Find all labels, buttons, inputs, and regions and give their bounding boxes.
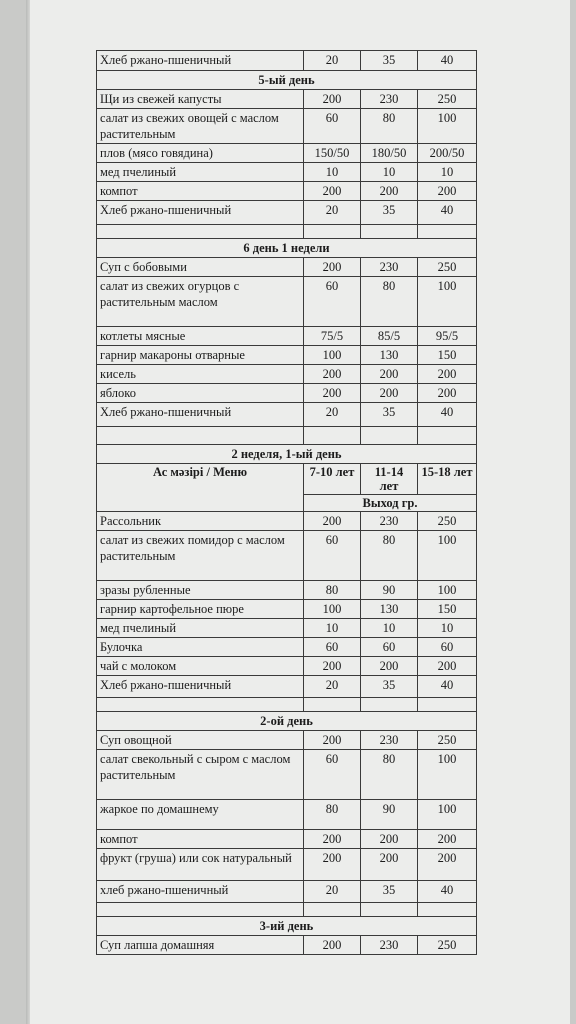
table-row	[97, 698, 477, 712]
portion-value: 20	[304, 403, 361, 427]
portion-value: 230	[361, 936, 418, 955]
dish-name: Хлеб ржано-пшеничный	[97, 676, 304, 698]
portion-value: 200	[361, 657, 418, 676]
dish-name: чай с молоком	[97, 657, 304, 676]
portion-value: 40	[418, 201, 477, 225]
portion-value: 200	[304, 384, 361, 403]
portion-value	[304, 698, 361, 712]
portion-value: 100	[304, 600, 361, 619]
portion-value	[418, 427, 477, 445]
portion-value: 85/5	[361, 327, 418, 346]
portion-value: 200	[361, 849, 418, 881]
portion-value: 95/5	[418, 327, 477, 346]
dish-name: Хлеб ржано-пшеничный	[97, 403, 304, 427]
portion-value: 200	[304, 936, 361, 955]
portion-value: 200	[418, 830, 477, 849]
portion-value: 230	[361, 258, 418, 277]
dish-name: кисель	[97, 365, 304, 384]
dish-name: Щи из свежей капусты	[97, 90, 304, 109]
table-row	[97, 531, 477, 581]
portion-value: 250	[418, 936, 477, 955]
portion-value: 60	[304, 109, 361, 144]
dish-name: хлеб ржано-пшеничный	[97, 881, 304, 903]
portion-value: 100	[418, 750, 477, 800]
dish-name: жаркое по домашнему	[97, 800, 304, 830]
age-group-header: 7-10 лет	[304, 464, 361, 495]
portion-value: 100	[418, 581, 477, 600]
dish-name: Суп овощной	[97, 731, 304, 750]
portion-value: 60	[418, 638, 477, 657]
table-row	[97, 849, 477, 881]
menu-header: Ас мәзірі / Меню	[97, 464, 304, 512]
dish-name: салат из свежих огурцов с растительным маслом	[97, 277, 304, 327]
portion-value: 20	[304, 676, 361, 698]
portion-value: 200	[304, 90, 361, 109]
portion-value: 150/50	[304, 144, 361, 163]
table-row	[97, 182, 477, 201]
portion-value: 200	[418, 365, 477, 384]
portion-value: 100	[418, 800, 477, 830]
dish-name: Булочка	[97, 638, 304, 657]
dish-name: гарнир макароны отварные	[97, 346, 304, 365]
dish-name: компот	[97, 830, 304, 849]
section-title-row	[97, 445, 477, 464]
portion-value: 20	[304, 201, 361, 225]
portion-value: 80	[304, 800, 361, 830]
table-row	[97, 225, 477, 239]
dish-name: котлеты мясные	[97, 327, 304, 346]
portion-value: 130	[361, 600, 418, 619]
table-row	[97, 731, 477, 750]
portion-value: 60	[304, 277, 361, 327]
portion-value: 80	[361, 277, 418, 327]
dish-name: гарнир картофельное пюре	[97, 600, 304, 619]
portion-value: 75/5	[304, 327, 361, 346]
portion-value	[418, 225, 477, 239]
dish-name: Рассольник	[97, 512, 304, 531]
portion-value: 40	[418, 881, 477, 903]
portion-value: 35	[361, 676, 418, 698]
table-row	[97, 903, 477, 917]
portion-value: 200	[304, 657, 361, 676]
table-row	[97, 512, 477, 531]
portion-value	[418, 903, 477, 917]
portion-value: 35	[361, 881, 418, 903]
portion-value: 200	[418, 384, 477, 403]
dish-name: салат из свежих овощей с маслом растительным	[97, 109, 304, 144]
portion-value: 20	[304, 51, 361, 71]
portion-value: 200	[418, 849, 477, 881]
portion-value: 200	[304, 365, 361, 384]
table-row	[97, 936, 477, 955]
portion-value: 80	[361, 109, 418, 144]
table-row	[97, 384, 477, 403]
table-row	[97, 346, 477, 365]
table-row	[97, 144, 477, 163]
section-title-row	[97, 712, 477, 731]
dish-name: салат из свежих помидор с маслом растительным	[97, 531, 304, 581]
portion-value: 60	[304, 750, 361, 800]
menu-table	[96, 50, 477, 955]
dish-name	[97, 698, 304, 712]
section-title: 6 день 1 недели	[97, 239, 477, 258]
table-row	[97, 676, 477, 698]
table-row	[97, 109, 477, 144]
table-row	[97, 600, 477, 619]
portion-value: 10	[418, 163, 477, 182]
dish-name: яблоко	[97, 384, 304, 403]
portion-value	[361, 903, 418, 917]
table-row	[97, 365, 477, 384]
table-row	[97, 619, 477, 638]
portion-value: 60	[361, 638, 418, 657]
portion-value: 80	[361, 531, 418, 581]
portion-value	[361, 698, 418, 712]
portion-value: 35	[361, 403, 418, 427]
section-title-row	[97, 917, 477, 936]
portion-value: 10	[361, 619, 418, 638]
portion-value: 40	[418, 676, 477, 698]
portion-value: 230	[361, 90, 418, 109]
portion-value: 250	[418, 731, 477, 750]
portion-value: 200	[304, 258, 361, 277]
portion-value: 180/50	[361, 144, 418, 163]
table-row	[97, 277, 477, 327]
table-row	[97, 750, 477, 800]
portion-value: 150	[418, 346, 477, 365]
dish-name: Суп с бобовыми	[97, 258, 304, 277]
portion-value: 200/50	[418, 144, 477, 163]
portion-value: 40	[418, 403, 477, 427]
section-title: 5-ый день	[97, 71, 477, 90]
portion-value: 100	[304, 346, 361, 365]
table-row	[97, 51, 477, 71]
table-row	[97, 163, 477, 182]
header-row	[97, 464, 477, 495]
portion-value: 200	[304, 830, 361, 849]
section-title-row	[97, 71, 477, 90]
table-row	[97, 830, 477, 849]
table-row	[97, 427, 477, 445]
table-row	[97, 657, 477, 676]
portion-value: 100	[418, 531, 477, 581]
dish-name: Хлеб ржано-пшеничный	[97, 201, 304, 225]
age-group-header: 11-14 лет	[361, 464, 418, 495]
table-row	[97, 403, 477, 427]
portion-value: 80	[304, 581, 361, 600]
portion-value: 80	[361, 750, 418, 800]
portion-value: 10	[418, 619, 477, 638]
portion-value: 200	[361, 384, 418, 403]
dish-name: зразы рубленные	[97, 581, 304, 600]
portion-value: 200	[361, 830, 418, 849]
section-title: 2 неделя, 1-ый день	[97, 445, 477, 464]
portion-value	[361, 225, 418, 239]
portion-value: 200	[304, 849, 361, 881]
portion-value: 130	[361, 346, 418, 365]
dish-name: салат свекольный с сыром с маслом растительным	[97, 750, 304, 800]
portion-value: 60	[304, 638, 361, 657]
dish-name: мед пчелиный	[97, 619, 304, 638]
table-row	[97, 327, 477, 346]
table-row	[97, 881, 477, 903]
portion-value: 60	[304, 531, 361, 581]
dish-name: плов (мясо говядина)	[97, 144, 304, 163]
portion-value: 10	[304, 163, 361, 182]
table-row	[97, 800, 477, 830]
table-row	[97, 258, 477, 277]
portion-value: 200	[304, 731, 361, 750]
dish-name: фрукт (груша) или сок натуральный	[97, 849, 304, 881]
menu-table-body	[97, 51, 477, 955]
dish-name	[97, 903, 304, 917]
portion-value: 100	[418, 277, 477, 327]
portion-value: 200	[304, 512, 361, 531]
portion-value: 10	[361, 163, 418, 182]
portion-value: 200	[304, 182, 361, 201]
portion-value: 20	[304, 881, 361, 903]
portion-value: 200	[418, 657, 477, 676]
portion-value: 100	[418, 109, 477, 144]
dish-name	[97, 225, 304, 239]
portion-value: 230	[361, 512, 418, 531]
dish-name: мед пчелиный	[97, 163, 304, 182]
portion-value: 35	[361, 51, 418, 71]
portion-value: 230	[361, 731, 418, 750]
yield-header: Выход гр.	[304, 495, 477, 512]
table-row	[97, 581, 477, 600]
dish-name: Суп лапша домашняя	[97, 936, 304, 955]
portion-value	[418, 698, 477, 712]
portion-value: 200	[361, 365, 418, 384]
portion-value	[304, 225, 361, 239]
section-title-row	[97, 239, 477, 258]
table-row	[97, 201, 477, 225]
age-group-header: 15-18 лет	[418, 464, 477, 495]
portion-value: 250	[418, 258, 477, 277]
section-title: 3-ий день	[97, 917, 477, 936]
portion-value: 250	[418, 90, 477, 109]
dish-name	[97, 427, 304, 445]
portion-value: 200	[361, 182, 418, 201]
portion-value	[304, 427, 361, 445]
table-row	[97, 638, 477, 657]
section-title: 2-ой день	[97, 712, 477, 731]
portion-value	[304, 903, 361, 917]
portion-value: 35	[361, 201, 418, 225]
table-row	[97, 90, 477, 109]
portion-value: 40	[418, 51, 477, 71]
portion-value: 90	[361, 581, 418, 600]
portion-value: 200	[418, 182, 477, 201]
portion-value: 150	[418, 600, 477, 619]
dish-name: компот	[97, 182, 304, 201]
dish-name: Хлеб ржано-пшеничный	[97, 51, 304, 71]
portion-value: 90	[361, 800, 418, 830]
portion-value	[361, 427, 418, 445]
portion-value: 250	[418, 512, 477, 531]
portion-value: 10	[304, 619, 361, 638]
